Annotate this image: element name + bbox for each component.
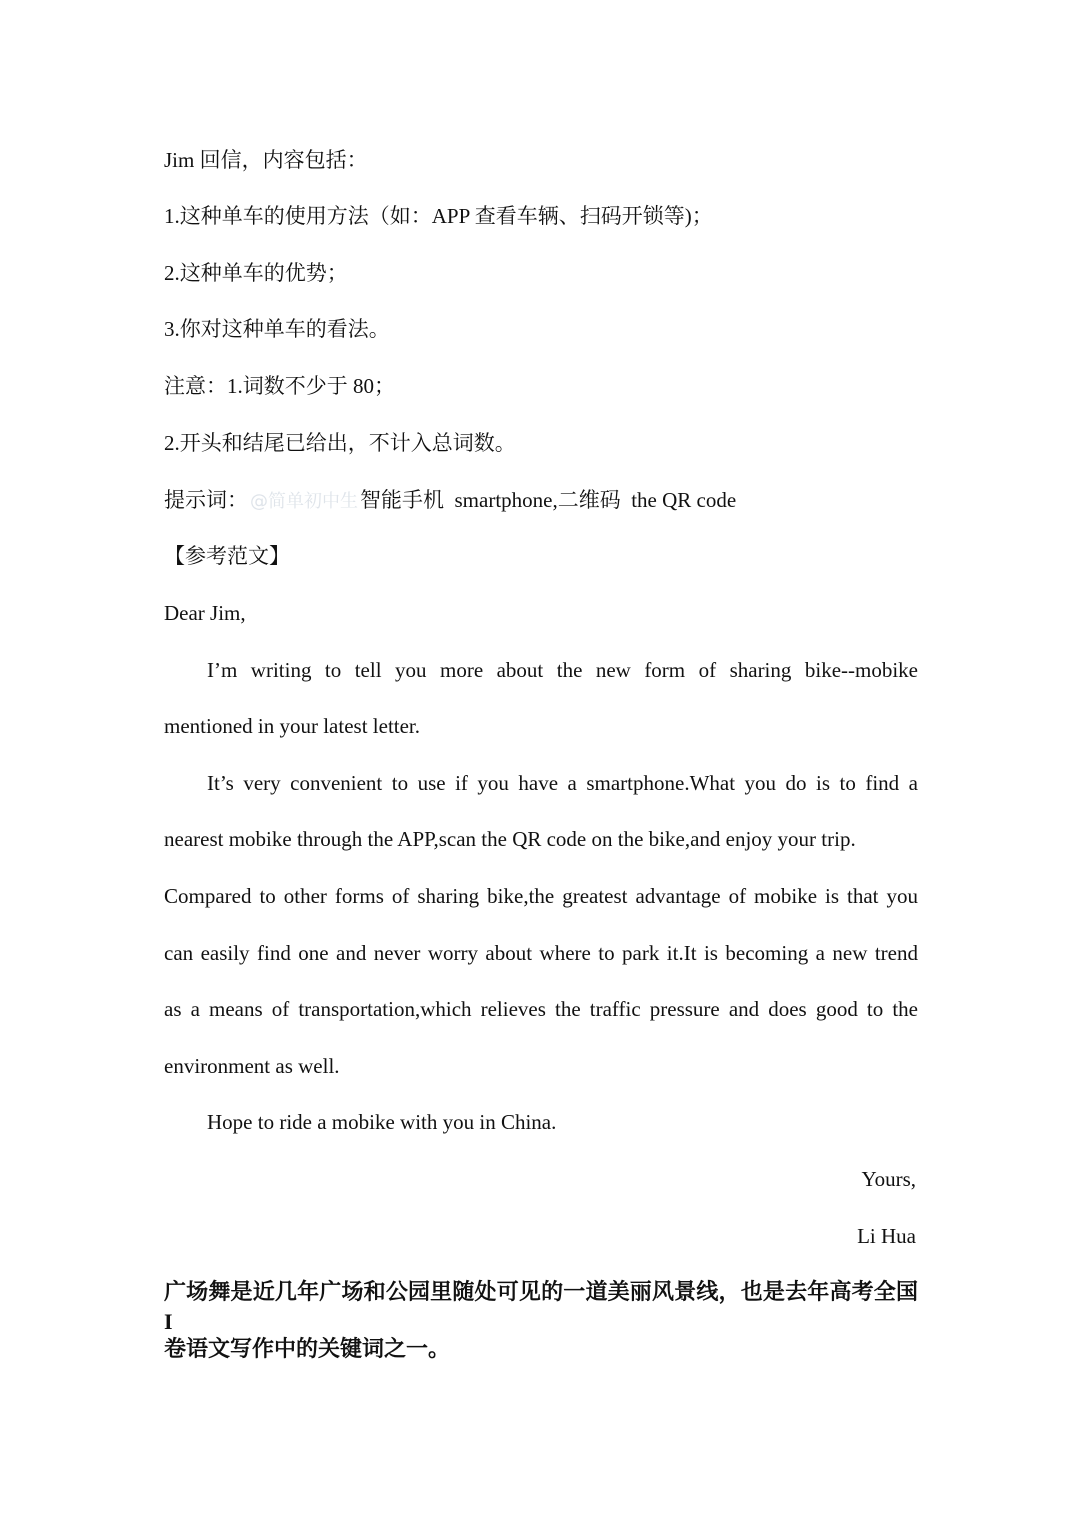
essay-heading: 【参考范文】 — [164, 544, 290, 568]
essay-paragraph-3: Hope to ride a mobike with you in China. — [207, 1110, 557, 1134]
footer-line-1: 广场舞是近几年广场和公园里随处可见的一道美丽风景线，也是去年高考全国I — [164, 1279, 918, 1334]
prompt-item-3: 3.你对这种单车的看法。 — [164, 317, 390, 341]
prompt-note-1: 注意：1.词数不少于 80； — [164, 374, 395, 398]
prompt-note-2: 2.开头和结尾已给出，不计入总词数。 — [164, 431, 516, 455]
watermark-text: @简单初中生 — [250, 491, 358, 512]
essay-paragraph-2-line-6: environment as well. — [164, 1054, 340, 1078]
essay-salutation: Dear Jim, — [164, 601, 246, 625]
essay-paragraph-1-line-2: mentioned in your latest letter. — [164, 714, 421, 738]
prompt-item-2: 2.这种单车的优势； — [164, 261, 348, 285]
prompt-item-1: 1.这种单车的使用方法（如：APP 查看车辆、扫码开锁等)； — [164, 204, 713, 228]
essay-signature: Li Hua — [857, 1224, 916, 1248]
essay-paragraph-2-line-1: It’s very convenient to use if you have a smartphone.What you do is to find a — [207, 771, 918, 795]
essay-paragraph-2-line-2: nearest mobike through the APP,scan the QR code on the bike,and enjoy your trip. — [164, 827, 856, 851]
essay-closing: Yours, — [861, 1167, 916, 1191]
hint-line — [164, 485, 736, 517]
hint-terms: 智能手机 smartphone,二维码 the QR code — [360, 488, 737, 512]
essay-paragraph-2-line-3: Compared to other forms of sharing bike,the greatest advantage of mobike is that you — [164, 884, 918, 908]
essay-paragraph-2-line-4: can easily find one and never worry about where to park it.It is becoming a new trend — [164, 941, 918, 965]
prompt-intro: Jim 回信，内容包括： — [164, 148, 368, 172]
essay-paragraph-2-line-5: as a means of transportation,which relieves the traffic pressure and does good to the — [164, 997, 918, 1021]
essay-paragraph-1-line-1: I’m writing to tell you more about the new form of sharing bike--mobike — [207, 658, 918, 682]
hint-label: 提示词： — [164, 488, 248, 512]
footer-line-2: 卷语文写作中的关键词之一。 — [164, 1336, 451, 1361]
